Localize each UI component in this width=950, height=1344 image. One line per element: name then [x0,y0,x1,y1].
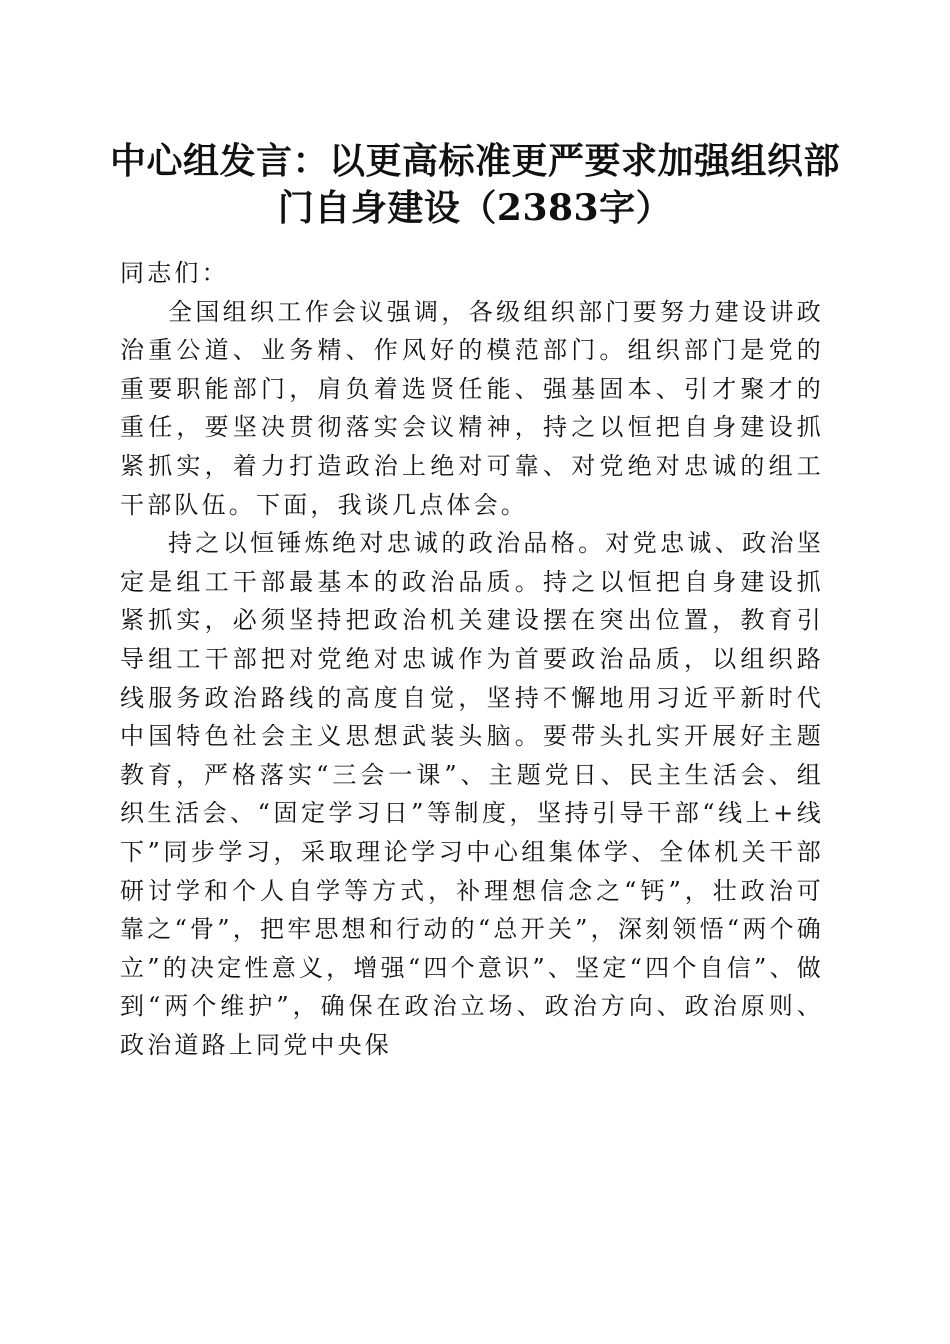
paragraph-loyalty: 持之以恒锤炼绝对忠诚的政治品格。对党忠诚、政治坚定是组工干部最基本的政治品质。持之以恒把自身建设抓紧抓实，必须坚持把政治机关建设摆在突出位置，教育引导组工干部把对党绝对忠诚作为首要政治品质，以组织路线服务政治路线的高度自觉，坚持不懈地用习近平新时代中国特色社会主义思想武装头脑。要带头扎实开展好主题教育，严格落实“三会一课”、主题党日、民主生活会、组织生活会、“固定学习日”等制度，坚持引导干部“线上+线下”同步学习，采取理论学习中心组集体学、全体机关干部研讨学和个人自学等方式，补理想信念之“钙”，壮政治可靠之“骨”，把牢思想和行动的“总开关”，深刻领悟“两个确立”的决定性意义，增强“四个意识”、坚定“四个自信”、做到“两个维护”，确保在政治立场、政治方向、政治原则、政治道路上同党中央保 [120,529,824,1059]
title-line-2: 门自身建设（2383字） [277,187,673,229]
paragraph-intro: 全国组织工作会议强调，各级组织部门要努力建设讲政治重公道、业务精、作风好的模范部门。组织部门是党的重要职能部门，肩负着选贤任能、强基固本、引才聚才的重任，要坚决贯彻落实会议精神，持之以恒把自身建设抓紧抓实，着力打造政治上绝对可靠、对党绝对忠诚的组工干部队伍。下面，我谈几点体会。 [120,297,824,519]
document-title [110,138,840,232]
salutation: 同志们： [120,259,229,287]
document-body [120,254,824,1064]
title-line-1: 中心组发言：以更高标准更严要求加强组织部 [110,140,841,182]
